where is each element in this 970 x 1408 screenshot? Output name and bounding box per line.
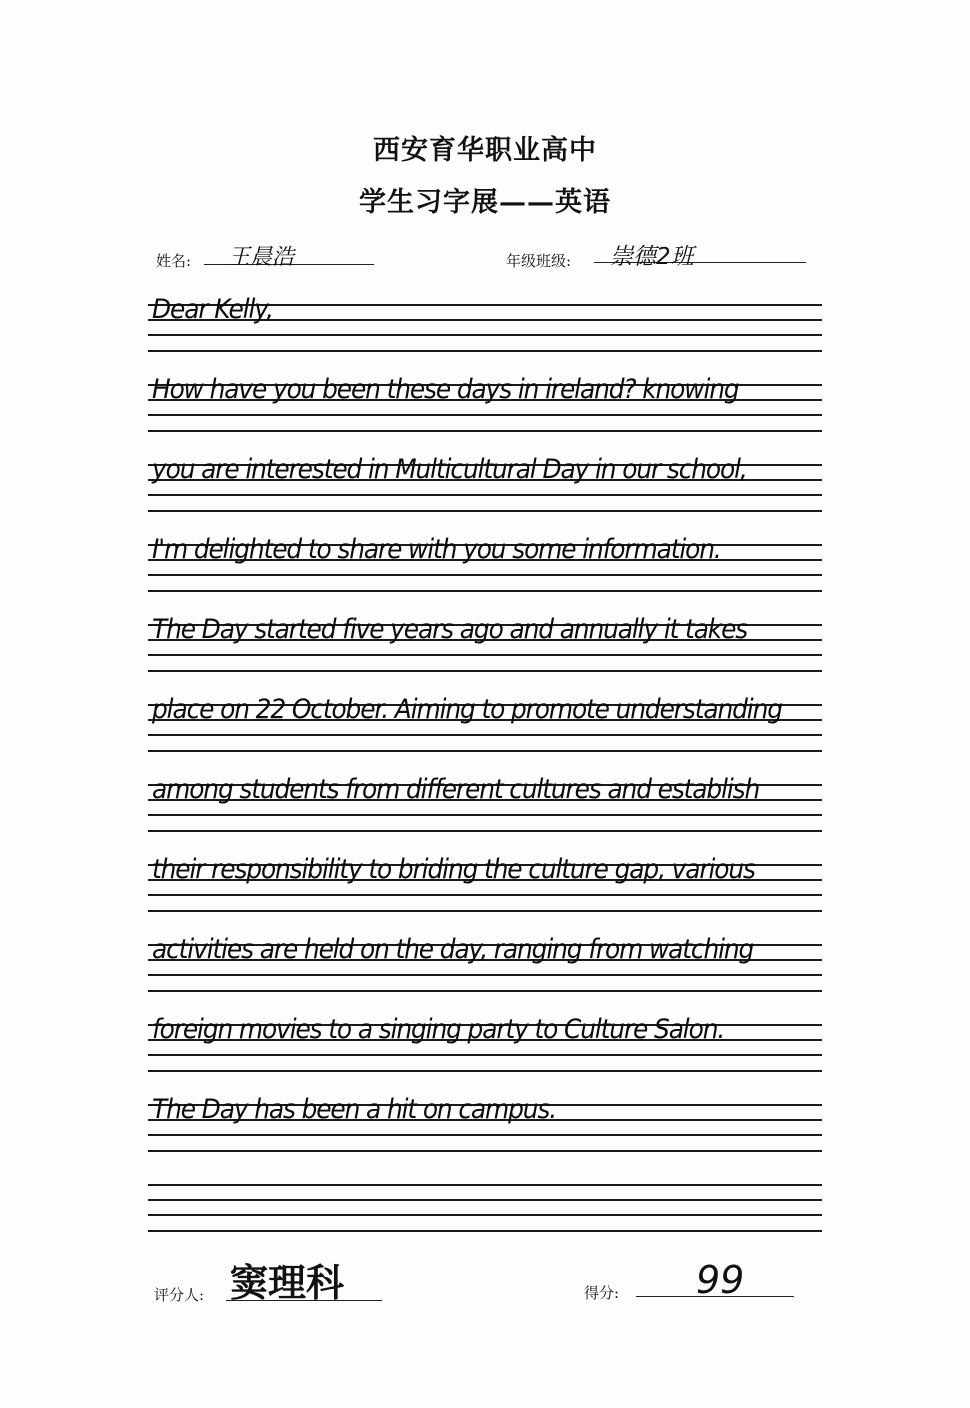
staff-line	[148, 750, 822, 752]
grader-label: 评分人:	[154, 1286, 205, 1304]
class-label: 年级班级:	[506, 252, 572, 270]
staff-line	[148, 1054, 822, 1056]
staff-line	[148, 414, 822, 416]
staff-line	[148, 1214, 822, 1216]
writing-staff	[148, 774, 822, 832]
staff-line	[148, 894, 822, 896]
staff-line	[148, 1070, 822, 1072]
exhibition-subtitle: 学生习字展——英语	[359, 187, 611, 218]
staff-line	[148, 910, 822, 912]
writing-staff	[148, 1014, 822, 1072]
staff-line	[148, 510, 822, 512]
staff-line	[148, 830, 822, 832]
handwritten-line: The Day started five years ago and annually it takes	[152, 614, 748, 645]
staff-line	[148, 430, 822, 432]
writing-staff	[148, 374, 822, 432]
staff-line	[148, 1199, 822, 1201]
student-name: 王晨浩	[228, 245, 295, 270]
staff-line	[148, 1230, 822, 1232]
writing-staff	[148, 694, 822, 752]
staff-line	[148, 334, 822, 336]
staff-line	[148, 670, 822, 672]
handwritten-line: you are interested in Multicultural Day in our school,	[152, 454, 747, 485]
writing-staff	[148, 614, 822, 672]
staff-line	[148, 814, 822, 816]
writing-staff	[148, 854, 822, 912]
writing-staff	[148, 294, 822, 352]
staff-line	[148, 1134, 822, 1136]
score-value: 99	[696, 1258, 745, 1302]
writing-staff	[148, 934, 822, 992]
handwritten-line: Dear Kelly,	[152, 294, 273, 325]
staff-line	[148, 1184, 822, 1186]
staff-line	[148, 1150, 822, 1152]
staff-line	[148, 654, 822, 656]
student-class: 崇德2班	[610, 244, 694, 270]
staff-line	[148, 734, 822, 736]
handwritten-line: activities are held on the day, ranging from watching	[152, 934, 754, 965]
handwritten-line: foreign movies to a singing party to Culture Salon.	[152, 1014, 725, 1045]
staff-line	[148, 350, 822, 352]
handwritten-line: their responsibility to briding the culture gap, various	[152, 854, 755, 885]
handwritten-line: place on 22 October. Aiming to promote understanding	[152, 694, 782, 725]
handwritten-line: among students from different cultures and establish	[152, 774, 760, 805]
handwritten-line: The Day has been a hit on campus.	[152, 1094, 557, 1125]
name-label: 姓名:	[156, 252, 192, 270]
writing-staff	[148, 534, 822, 592]
staff-line	[148, 590, 822, 592]
staff-line	[148, 990, 822, 992]
score-label: 得分:	[584, 1284, 620, 1302]
handwritten-line: I'm delighted to share with you some information.	[152, 534, 721, 565]
staff-line	[148, 974, 822, 976]
grader-signature: 窦理科	[230, 1261, 345, 1305]
writing-staff	[148, 1184, 822, 1232]
writing-staff	[148, 454, 822, 512]
school-title: 西安育华职业高中	[373, 135, 597, 166]
staff-line	[148, 574, 822, 576]
staff-line	[148, 494, 822, 496]
writing-staff	[148, 1094, 822, 1152]
handwritten-line: How have you been these days in ireland? knowing	[152, 374, 739, 405]
